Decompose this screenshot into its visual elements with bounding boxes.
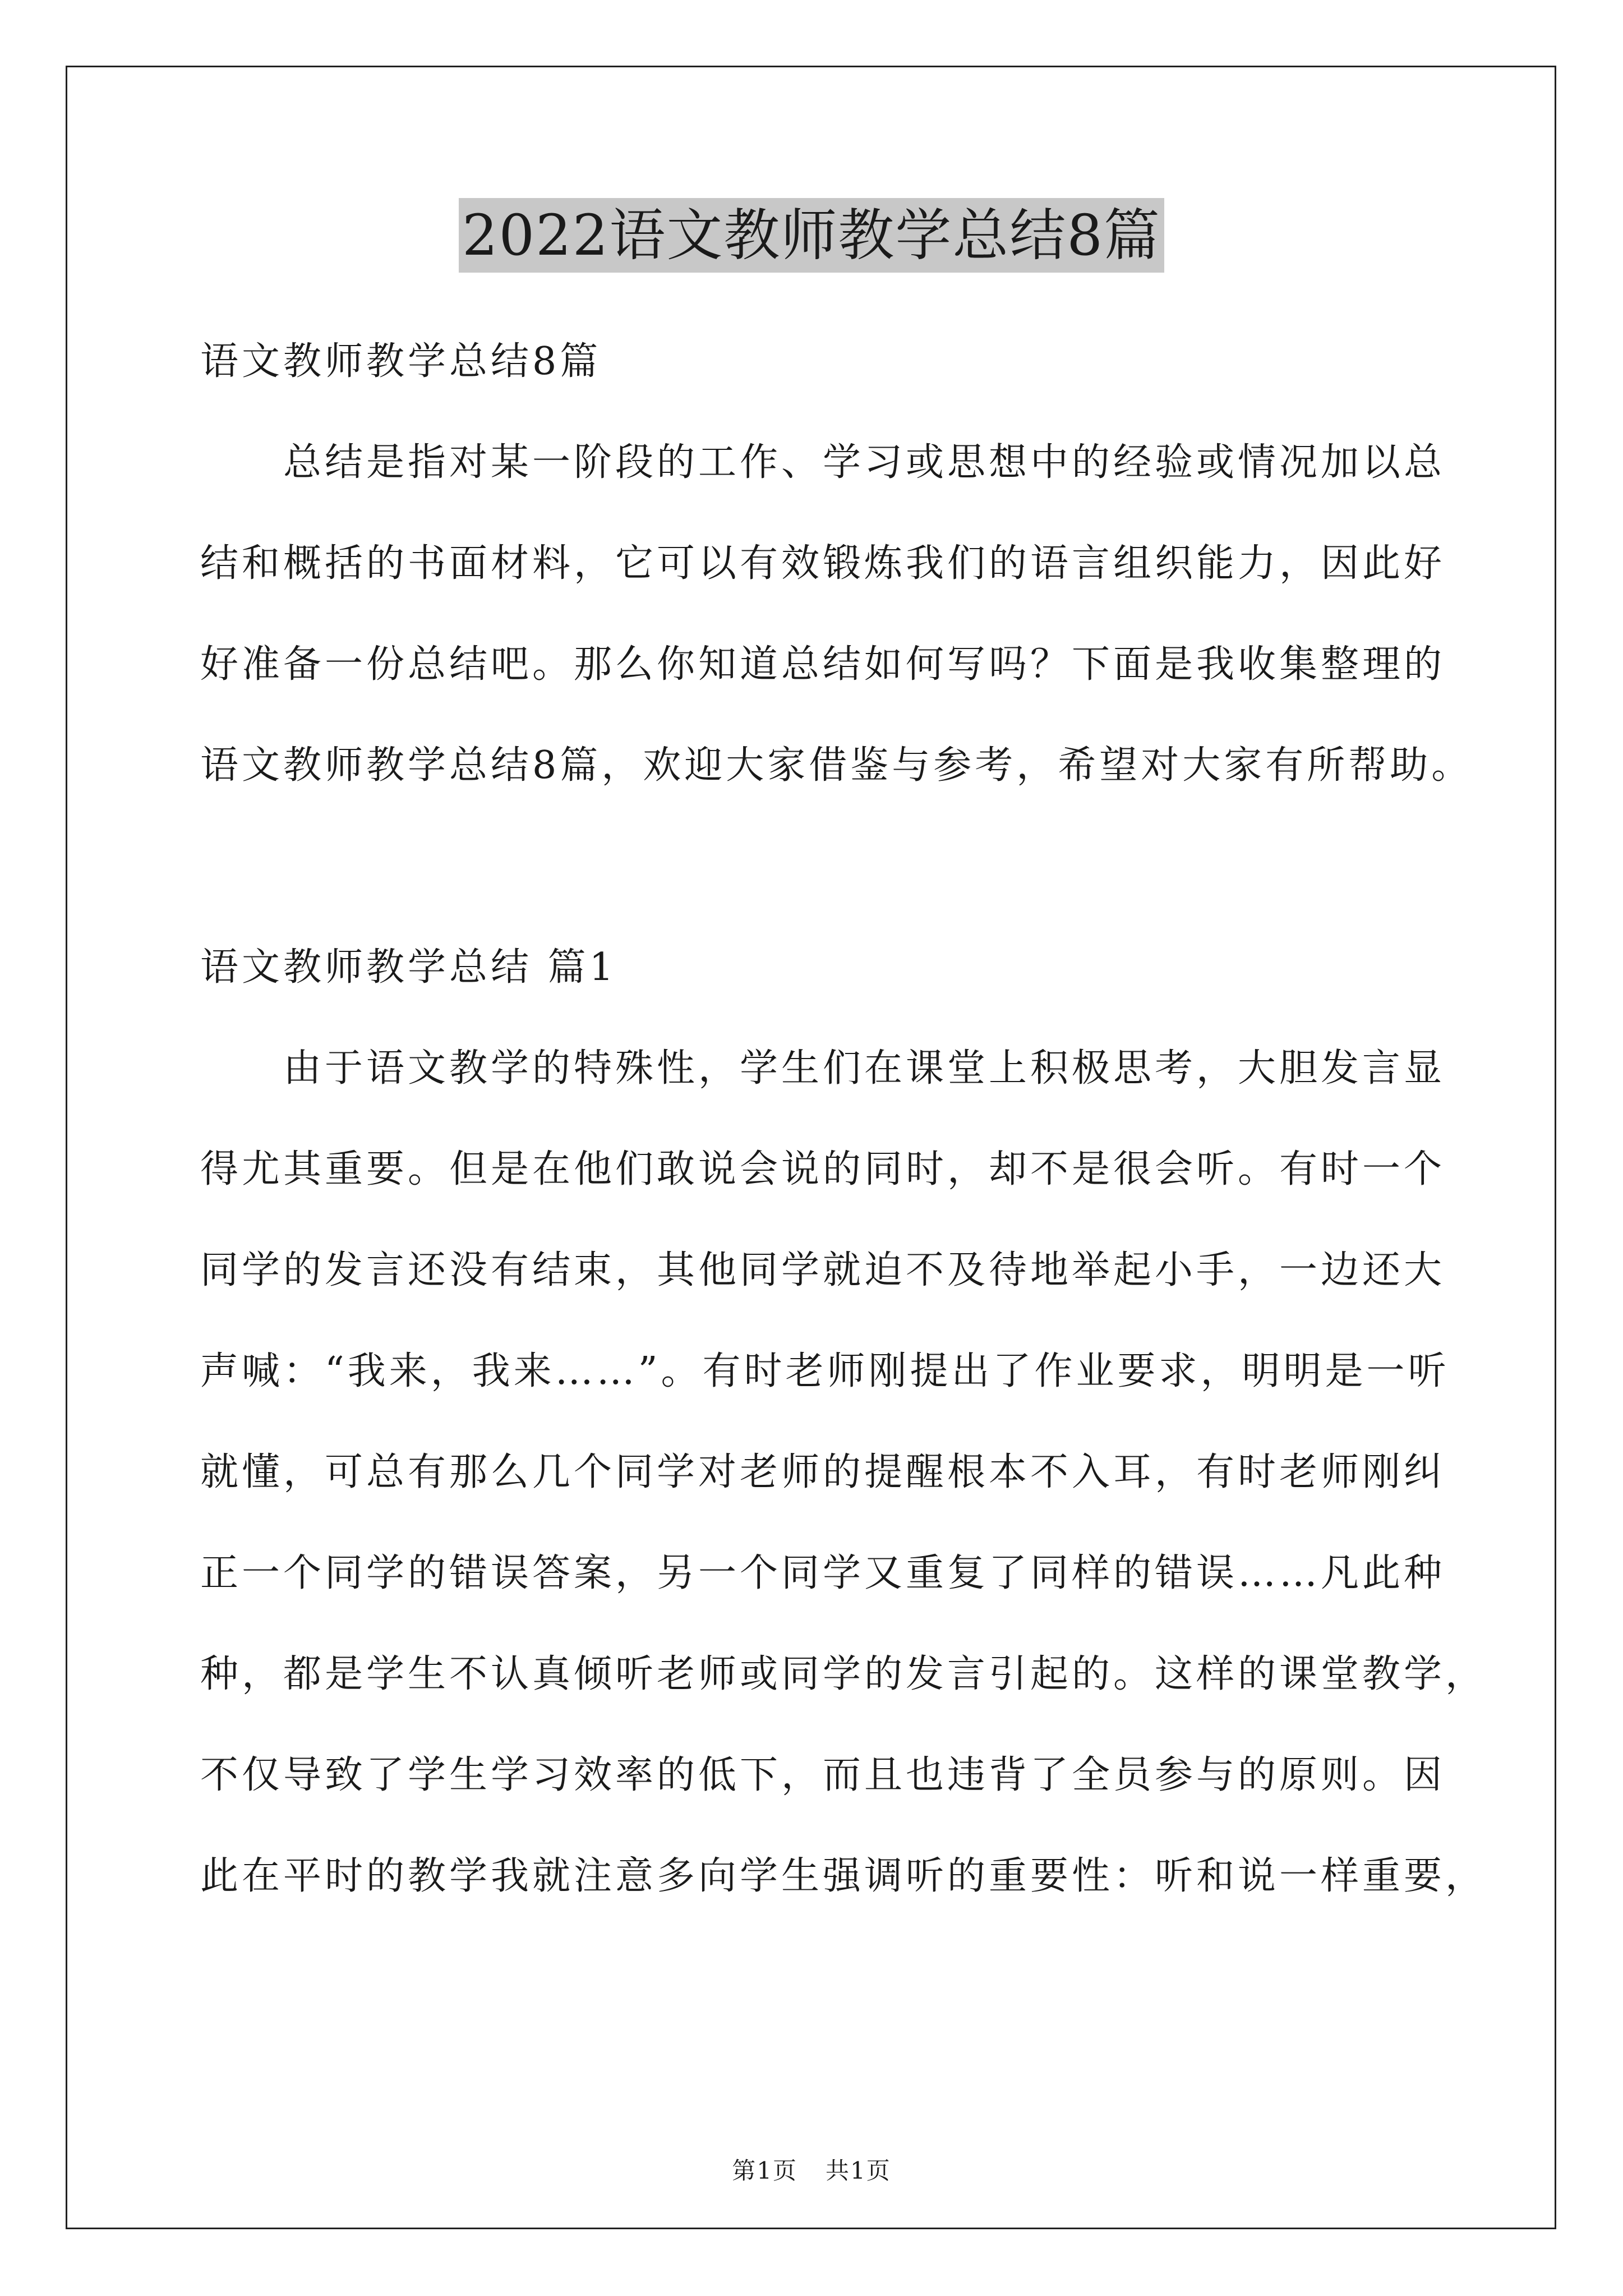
paragraph-line: 结和概括的书面材料，它可以有效锻炼我们的语言组织能力，因此好 <box>200 541 1446 586</box>
document-title-text: 2022语文教师教学总结8篇 <box>459 198 1164 273</box>
paragraph-line: 就懂，可总有那么几个同学对老师的提醒根本不入耳，有时老师刚纠 <box>200 1450 1446 1494</box>
paragraph-line: 同学的发言还没有结束，其他同学就迫不及待地举起小手，一边还大 <box>200 1248 1446 1292</box>
section-heading-line: 语文教师教学总结 篇1 <box>200 945 617 990</box>
paragraph-line: 好准备一份总结吧。那么你知道总结如何写吗？下面是我收集整理的 <box>200 642 1446 687</box>
subtitle-line: 语文教师教学总结8篇 <box>200 339 602 384</box>
page-number: 第1页 <box>732 2157 797 2184</box>
paragraph-line: 得尤其重要。但是在他们敢说会说的同时，却不是很会听。有时一个 <box>200 1147 1446 1191</box>
paragraph-line: 声喊：“我来，我来……”。有时老师刚提出了作业要求，明明是一听 <box>200 1349 1450 1393</box>
paragraph-line: 总结是指对某一阶段的工作、学习或思想中的经验或情况加以总 <box>200 440 1446 485</box>
paragraph-line: 不仅导致了学生学习效率的低下，而且也违背了全员参与的原则。因 <box>200 1753 1446 1797</box>
paragraph-line: 此在平时的教学我就注意多向学生强调听的重要性：听和说一样重要， <box>200 1854 1487 1898</box>
paragraph-line: 种，都是学生不认真倾听老师或同学的发言引起的。这样的课堂教学， <box>200 1652 1487 1696</box>
document-title <box>0 199 1623 272</box>
paragraph-line: 语文教师教学总结8篇，欢迎大家借鉴与参考，希望对大家有所帮助。 <box>200 743 1473 788</box>
paragraph-line: 由于语文教学的特殊性，学生们在课堂上积极思考，大胆发言显 <box>200 1046 1446 1091</box>
page-footer <box>0 2154 1623 2188</box>
paragraph-gap <box>200 816 1434 917</box>
page-total: 共1页 <box>826 2157 891 2184</box>
document-body <box>200 311 1487 1927</box>
paragraph-line: 正一个同学的错误答案，另一个同学又重复了同样的错误……凡此种 <box>200 1551 1446 1595</box>
